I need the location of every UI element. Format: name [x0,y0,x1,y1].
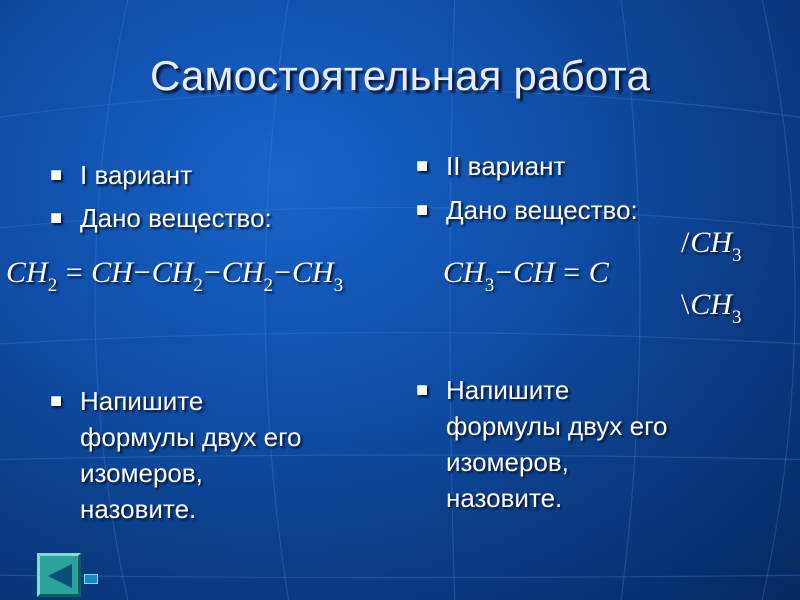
formula-subscript: 2 [193,275,203,296]
formula-atom: CH [443,256,485,289]
variant1-task-line: формулы двух его [80,422,302,452]
formula-subscript: 3 [732,307,742,328]
formula-operator: − [133,256,151,289]
formula-subscript: 2 [263,275,274,296]
formula-operator: − [495,256,513,289]
formula-variant2-main [443,256,609,296]
formula-subscript: 3 [484,275,495,296]
bullet-icon: ■ [416,155,429,177]
formula-atom: CH [151,256,194,289]
variant1-heading-text: I вариант [80,160,193,190]
variant2-task-line: формулы двух его [446,411,668,441]
bullet-icon: ■ [50,207,63,229]
variant1-task-line: назовите. [80,494,197,524]
back-button[interactable] [37,553,81,597]
formula-atom: CH [291,256,334,289]
formula-operator: − [274,256,291,289]
formula-variant2-branch-top [680,226,742,266]
variant2-task-line: назовите. [446,483,563,513]
formula-atom: CH [690,288,733,321]
variant2-heading [416,148,566,184]
triangle-left-icon [48,564,72,588]
variant1-task-line: Напишите [80,386,204,416]
formula-subscript: 3 [333,275,344,296]
variant1-heading [50,157,193,193]
variant2-given [416,192,638,228]
formula-variant1 [6,256,344,296]
formula-atom: CH [513,256,555,289]
formula-atom: CH [91,256,133,289]
formula-operator: = [563,256,581,289]
formula-subscript: 2 [47,275,58,296]
formula-subscript: 3 [732,245,742,266]
formula-atom: CH [221,256,264,289]
variant1-given-text: Дано вещество: [80,203,272,233]
formula-atom: CH [690,226,733,259]
bullet-icon: ■ [416,199,429,221]
hyperlink-marker-icon [84,574,98,584]
bullet-icon: ■ [50,164,63,186]
formula-bond: \ [681,288,690,321]
variant2-heading-text: II вариант [446,151,566,181]
variant2-task-line: Напишите [446,375,570,405]
formula-operator: − [203,256,221,289]
variant2-given-text: Дано вещество: [446,195,638,225]
slide-title: Самостоятельная работа [149,52,651,99]
bullet-icon: ■ [416,379,429,401]
variant1-task-line: изомеров, [80,458,203,488]
formula-bond: / [681,226,690,259]
formula-atom: C [588,256,609,289]
variant1-given [50,200,272,236]
formula-operator: = [65,256,83,289]
formula-atom: CH [6,256,48,289]
formula-variant2-branch-bottom [680,288,742,328]
bullet-icon: ■ [50,390,63,412]
variant2-task-line: изомеров, [446,447,569,477]
variant2-task [416,372,668,516]
variant1-task [50,383,302,527]
